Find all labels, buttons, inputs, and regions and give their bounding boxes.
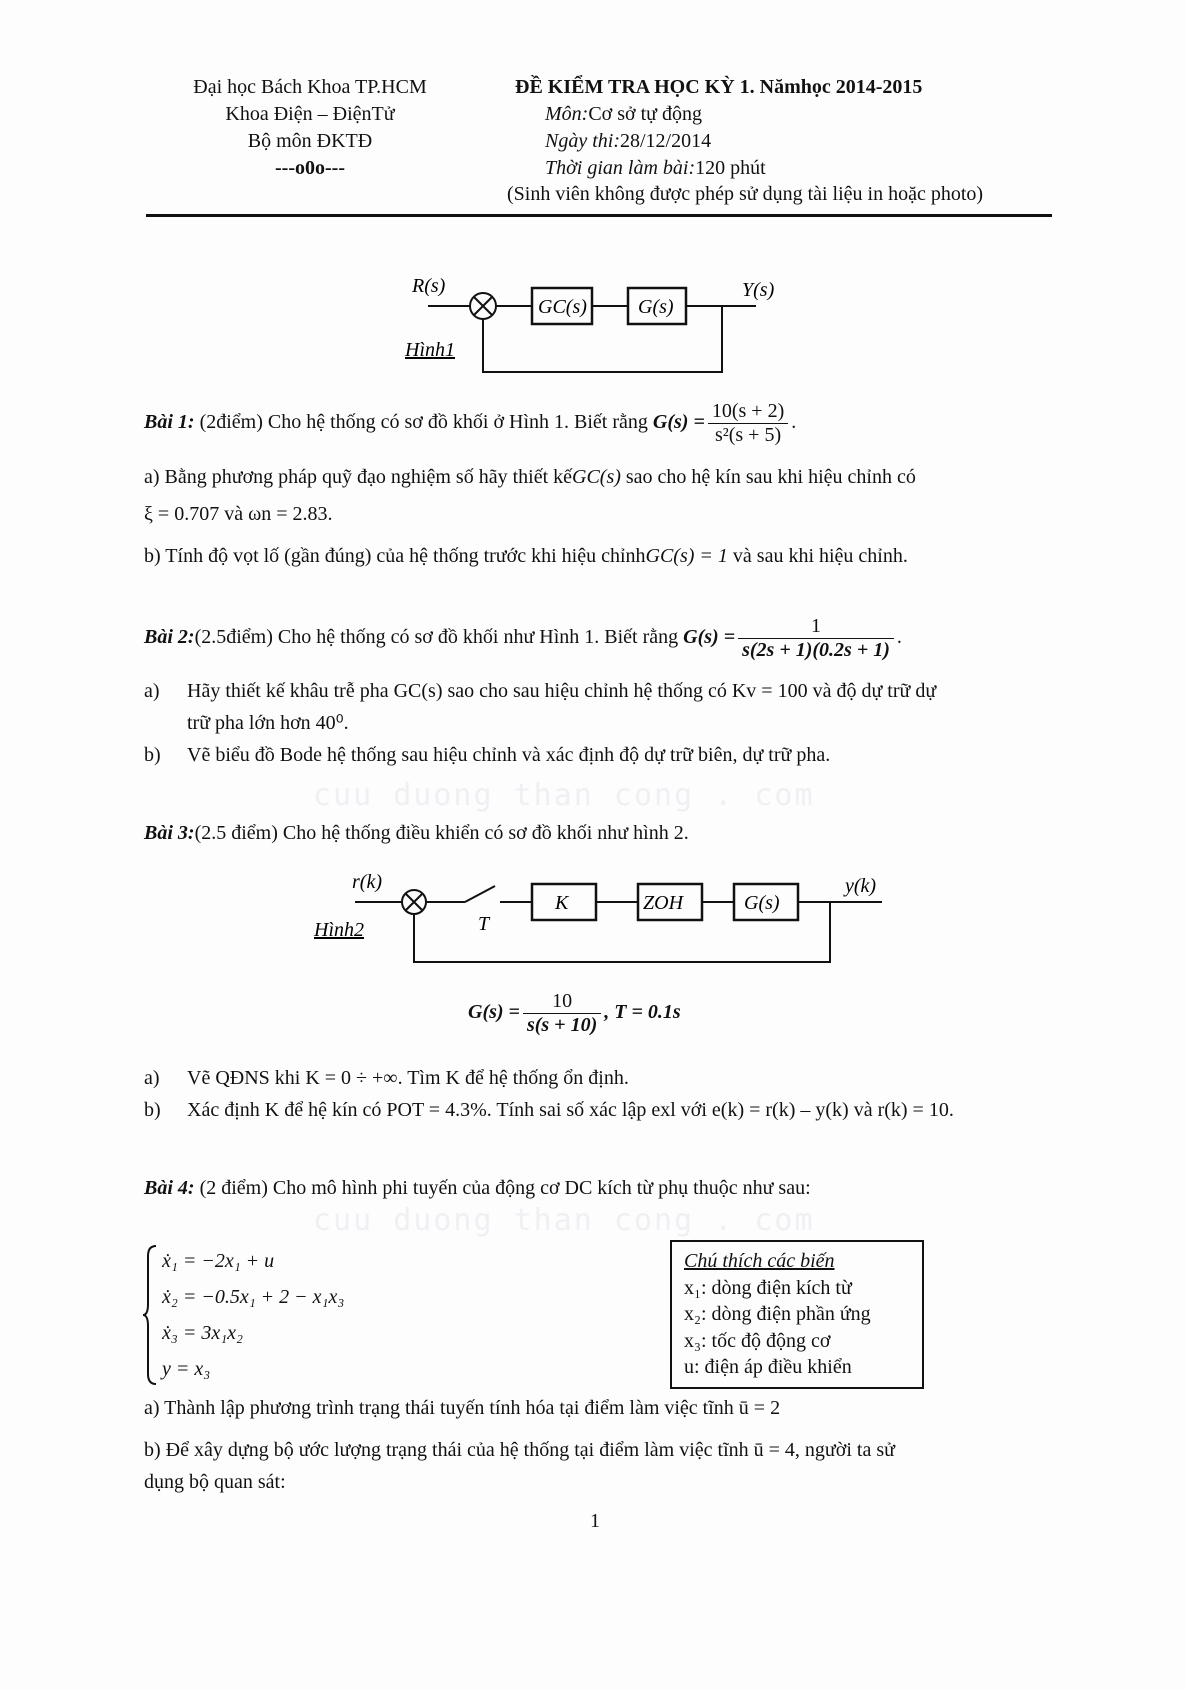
fig2-output: y(k) xyxy=(845,875,877,897)
bai2-statement: Bài 2:(2.5điểm) Cho hệ thống có sơ đồ khối như Hình 1. Biết rằng G(s) = $\frac{1}{s(2s + 1)(0.2s + 1)}$ . xyxy=(144,615,902,661)
bai3-label: Bài 3: xyxy=(144,822,195,844)
bai2-g-fraction xyxy=(738,615,894,662)
exam-date: 28/12/2014 xyxy=(620,130,712,152)
bai3-g-num: 10 xyxy=(523,990,601,1014)
bai2-label: Bài 2: xyxy=(144,626,195,649)
system-brace xyxy=(142,1244,158,1386)
legend-item: x₃: tốc độ động cơ xyxy=(684,1329,831,1352)
bai2-a-marker: a) xyxy=(144,680,160,702)
bai1-text: (2điểm) Cho hệ thống có sơ đồ khối ở Hình 1. Biết rằng xyxy=(199,411,648,434)
fig2-sampler-label: T xyxy=(478,913,490,935)
fig1-block-gc: GC(s) xyxy=(538,296,587,318)
bai3-b-text: Xác định K để hệ kín có POT = 4.3%. Tính sai số xác lập exl với e(k) = r(k) – y(k) và r(k) = 10. xyxy=(187,1099,954,1121)
legend-item: x₁: dòng điện kích từ xyxy=(684,1276,852,1299)
bai2-b-text: Vẽ biểu đồ Bode hệ thống sau hiệu chỉnh và xác định độ dự trữ biên, dự trữ pha. xyxy=(187,744,831,766)
equation: ẋ₃ = 3x₁x₂ xyxy=(162,1322,243,1344)
bai1-a-text2: sao cho hệ kín sau khi hiệu chỉnh có xyxy=(625,466,916,488)
bai3-g-formula xyxy=(468,990,681,1037)
bai2-a-text: Hãy thiết kế khâu trễ pha GC(s) sao cho sau hiệu chỉnh hệ thống có Kv = 100 và độ dự trữ dự xyxy=(187,680,937,702)
bai1-a-spec: ξ = 0.707 và ωn = 2.83. xyxy=(144,503,333,525)
block-diagram-2 xyxy=(310,866,890,971)
bai3-text: (2.5 điểm) Cho hệ thống điều khiển có sơ đồ khối như hình 2. xyxy=(194,822,689,844)
bai2-text: (2.5điểm) Cho hệ thống có sơ đồ khối như Hình 1. Biết rằng xyxy=(194,626,679,649)
bai1-statement: Bài 1: (2điểm) Cho hệ thống có sơ đồ khối ở Hình 1. Biết rằng G(s) = $\frac{10(s + 2)}{\text{s²(s + 5)}}$ . xyxy=(144,400,797,446)
fig2-block-g: G(s) xyxy=(744,892,780,914)
fig2-caption: Hình2 xyxy=(314,919,364,941)
bai4-b-text2: dụng bộ quan sát: xyxy=(144,1471,286,1493)
bai2-g-num: 1 xyxy=(738,615,894,639)
university: Đại học Bách Khoa TP.HCM xyxy=(193,76,427,98)
bai2-a-text2: trữ pha lớn hơn 40⁰. xyxy=(187,712,349,734)
header-rule xyxy=(146,214,1052,217)
bai1-a-text: a) Bằng phương pháp quỹ đạo nghiệm số hãy thiết kế xyxy=(144,466,572,488)
bai1-g-lhs: G(s) = xyxy=(652,411,705,434)
bai1-a-gc: GC(s) xyxy=(572,466,621,488)
date-label: Ngày thi: xyxy=(545,130,620,152)
bai1-label: Bài 1: xyxy=(144,411,195,434)
bai3-a-text: Vẽ QĐNS khi K = 0 ÷ +∞. Tìm K để hệ thống ổn định. xyxy=(187,1067,629,1089)
variable-legend xyxy=(670,1240,924,1389)
watermark: cuu duong than cong . com xyxy=(313,778,815,813)
fig2-block-zoh: ZOH xyxy=(643,892,684,914)
bai2-g-den: s(2s + 1)(0.2s + 1) xyxy=(742,639,890,661)
watermark: cuu duong than cong . com xyxy=(313,1203,815,1238)
time-label: Thời gian làm bài: xyxy=(545,157,696,179)
bai1-g-num: 10(s + 2) xyxy=(708,400,788,424)
fig1-output: Y(s) xyxy=(742,279,775,301)
sampler-switch xyxy=(465,886,495,902)
bai3-b-marker: b) xyxy=(144,1099,161,1121)
fig2-input: r(k) xyxy=(352,871,382,893)
equation: ẋ₁ = −2x₁ + u xyxy=(162,1250,275,1272)
fig1-caption: Hình1 xyxy=(405,339,455,361)
date-line xyxy=(545,130,711,153)
bai4-label: Bài 4: xyxy=(144,1177,195,1199)
bai3-g-lhs: G(s) = xyxy=(468,1001,520,1024)
legend-item: u: điện áp điều khiển xyxy=(684,1356,852,1378)
legend-title: Chú thích các biến xyxy=(684,1250,835,1272)
exam-title: ĐỀ KIỂM TRA HỌC KỲ 1. Nămhọc 2014-2015 xyxy=(515,76,923,98)
bai4-b-text: b) Để xây dựng bộ ước lượng trạng thái của hệ thống tại điểm làm việc tĩnh ū = 4, người ta sử xyxy=(144,1439,895,1461)
bai3-sampling-time: , T = 0.1s xyxy=(604,1001,681,1024)
bai2-b-marker: b) xyxy=(144,744,161,766)
legend-item: x₂: dòng điện phần ứng xyxy=(684,1303,871,1325)
time-line xyxy=(545,157,766,180)
bai1-a-line xyxy=(144,466,916,489)
bai4-a-text: a) Thành lập phương trình trạng thái tuyến tính hóa tại điểm làm việc tĩnh ū = 2 xyxy=(144,1397,781,1419)
bai1-b-line xyxy=(144,545,908,568)
fig2-block-k: K xyxy=(555,892,569,914)
bai3-statement xyxy=(144,822,689,845)
fig1-block-g: G(s) xyxy=(638,296,674,318)
bai2-g-lhs: G(s) = xyxy=(683,626,736,649)
equation: y = x₃ xyxy=(162,1358,211,1380)
bai4-text: (2 điểm) Cho mô hình phi tuyến của động cơ DC kích từ phụ thuộc như sau: xyxy=(199,1177,811,1199)
block-diagram-1 xyxy=(400,270,800,380)
fig1-input: R(s) xyxy=(412,275,446,297)
bai1-g-den: s²(s + 5) xyxy=(714,424,782,446)
bai1-b-gc: GC(s) = 1 xyxy=(645,545,728,567)
department: Bộ môn ĐKTĐ xyxy=(247,130,373,152)
equation: ẋ₂ = −0.5x₁ + 2 − x₁x₃ xyxy=(162,1286,345,1308)
bai1-g-fraction xyxy=(708,400,788,447)
bai3-g-fraction xyxy=(523,990,601,1037)
bai3-a-marker: a) xyxy=(144,1067,160,1089)
subject-line xyxy=(545,103,702,126)
page-number: 1 xyxy=(590,1510,600,1532)
separator: ---o0o--- xyxy=(275,157,345,179)
subject-label: Môn: xyxy=(545,103,589,125)
bai3-g-den: s(s + 10) xyxy=(526,1014,598,1036)
institution-block xyxy=(160,74,460,182)
bai1-b-text: b) Tính độ vọt lố (gần đúng) của hệ thống trước khi hiệu chỉnh xyxy=(144,545,646,567)
exam-time: 120 phút xyxy=(695,157,766,179)
bai4-statement xyxy=(144,1177,811,1200)
faculty: Khoa Điện – ĐiệnTử xyxy=(225,103,395,125)
subject: Cơ sở tự động xyxy=(588,103,702,125)
bai1-b-text2: và sau khi hiệu chỉnh. xyxy=(732,545,908,567)
exam-note: (Sinh viên không được phép sử dụng tài liệu in hoặc photo) xyxy=(507,183,984,205)
state-equations xyxy=(162,1243,344,1387)
